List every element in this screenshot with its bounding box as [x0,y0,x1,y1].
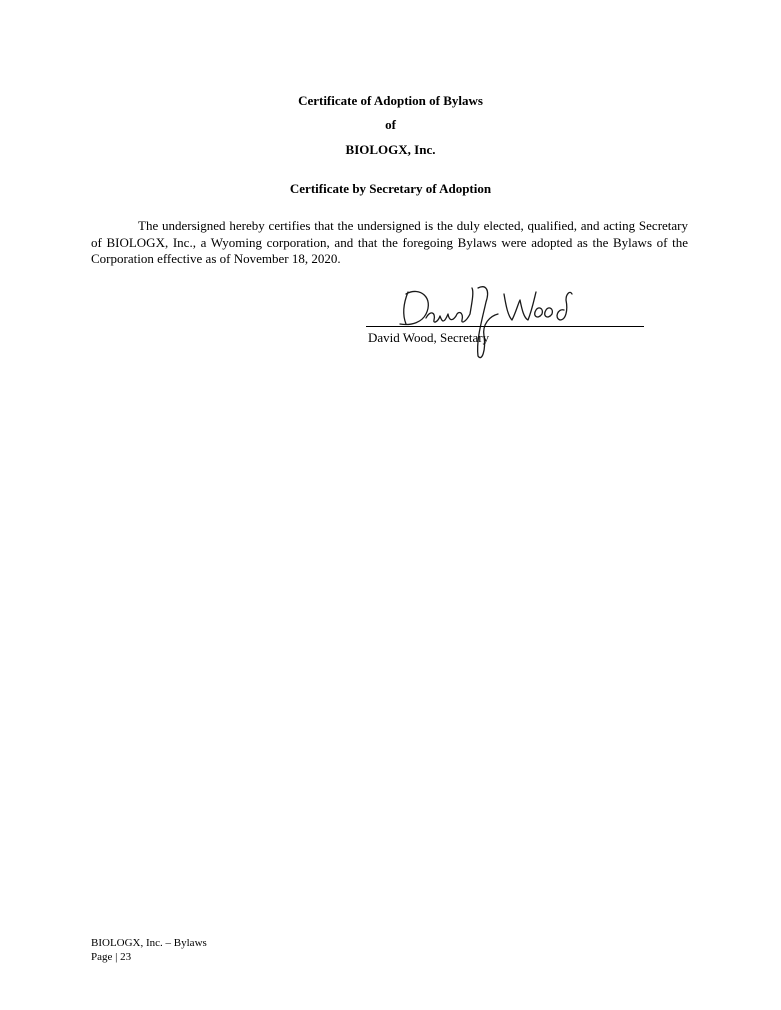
footer-document-label: BIOLOGX, Inc. – Bylaws [91,937,207,949]
handwritten-signature [386,280,586,365]
certificate-subtitle: Certificate by Secretary of Adoption [289,181,492,196]
signer-name: David Wood, Secretary [368,330,490,345]
company-name: BIOLOGX, Inc. [345,142,436,157]
document-title: Certificate of Adoption of Bylaws [298,93,483,108]
signature-line [366,326,644,327]
certification-paragraph: The undersigned hereby certifies that the undersigned is the duly elected, qualified, and acting Secretary of BIOLOGX, Inc., a Wyoming corporation, and that the foregoing Bylaws were adopted as the Bylaws of the Corporation effective as of November 18, 2020. [91,218,688,266]
document-title-of: of [385,117,396,132]
signature-block [366,280,646,370]
page-number: Page | 23 [91,951,132,963]
page-footer [91,936,207,964]
